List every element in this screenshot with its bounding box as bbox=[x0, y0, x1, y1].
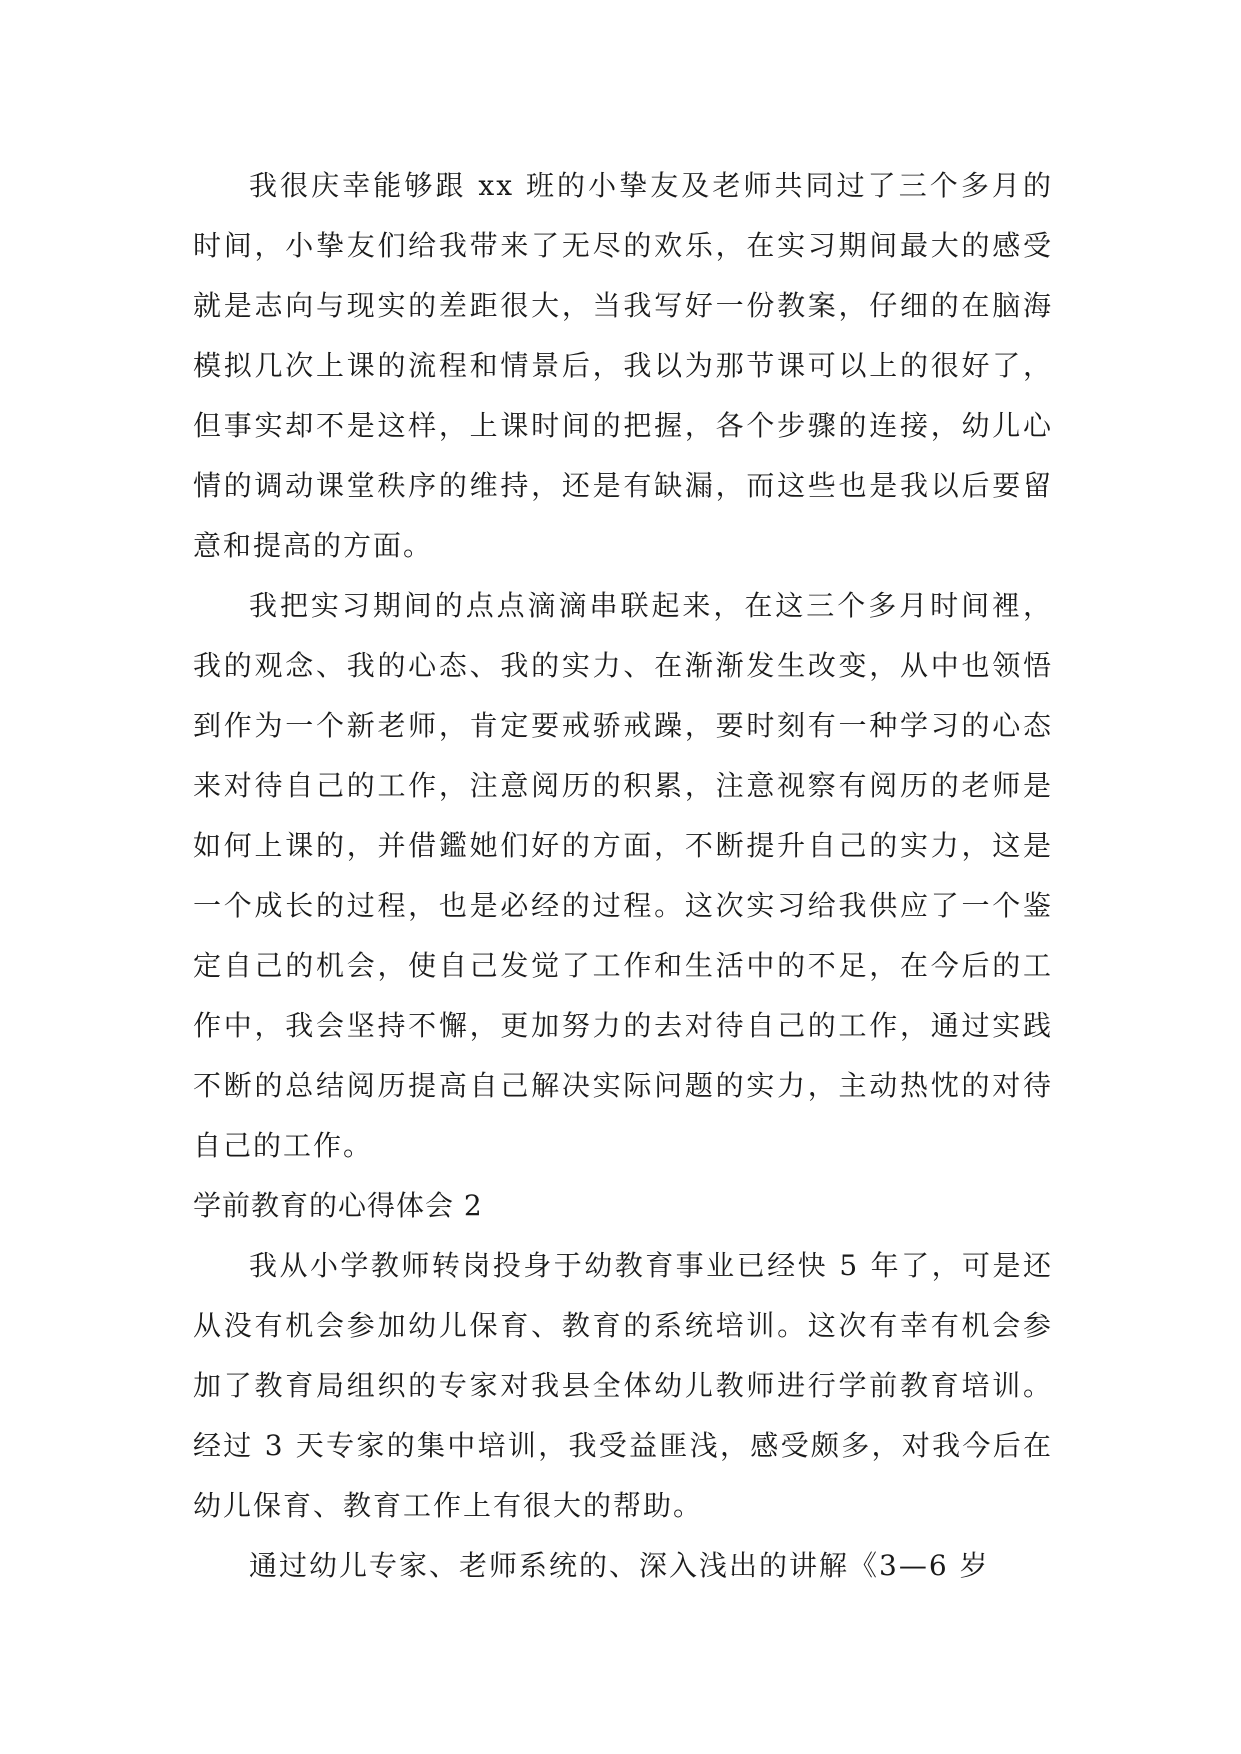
paragraph-training-detail: 通过幼儿专家、老师系统的、深入浅出的讲解《3—6 岁 bbox=[249, 1549, 990, 1582]
section-heading: 学前教育的心得体会 2 bbox=[193, 1189, 483, 1222]
paragraph-growth-summary: 我把实习期间的点点滴滴串联起来，在这三个多月时间裡，我的观念、我的心态、我的实力、在渐渐发生改变，从中也领悟到作为一个新老师，肯定要戒骄戒躁，要时刻有一种学习的心态来对待自己的工作，注意阅历的积累，注意视察有阅历的老师是如何上课的，并借鑑她们好的方面，不断提升自己的实力，这是一个成长的过程，也是必经的过程。这次实习给我供应了一个鉴定自己的机会，使自己发觉了工作和生活中的不足，在今后的工作中，我会坚持不懈，更加努力的去对待自己的工作，通过实践不断的总结阅历提高自己解决实际问题的实力，主动热忱的对待自己的工作。 bbox=[193, 589, 1053, 1162]
document-body bbox=[193, 156, 1053, 1596]
paragraph-training-intro: 我从小学教师转岗投身于幼教育事业已经快 5 年了，可是还从没有机会参加幼儿保育、教育的系统培训。这次有幸有机会参加了教育局组织的专家对我县全体幼儿教师进行学前教育培训。经过 3 天专家的集中培训，我受益匪浅，感受颇多，对我今后在幼儿保育、教育工作上有很大的帮助。 bbox=[193, 1249, 1053, 1522]
paragraph-internship-reflection: 我很庆幸能够跟 xx 班的小挚友及老师共同过了三个多月的时间，小挚友们给我带来了无尽的欢乐，在实习期间最大的感受就是志向与现实的差距很大，当我写好一份教案，仔细的在脑海模拟几次上课的流程和情景后，我以为那节课可以上的很好了，但事实却不是这样，上课时间的把握，各个步骤的连接，幼儿心情的调动课堂秩序的维持，还是有缺漏，而这些也是我以后要留意和提高的方面。 bbox=[193, 169, 1053, 562]
